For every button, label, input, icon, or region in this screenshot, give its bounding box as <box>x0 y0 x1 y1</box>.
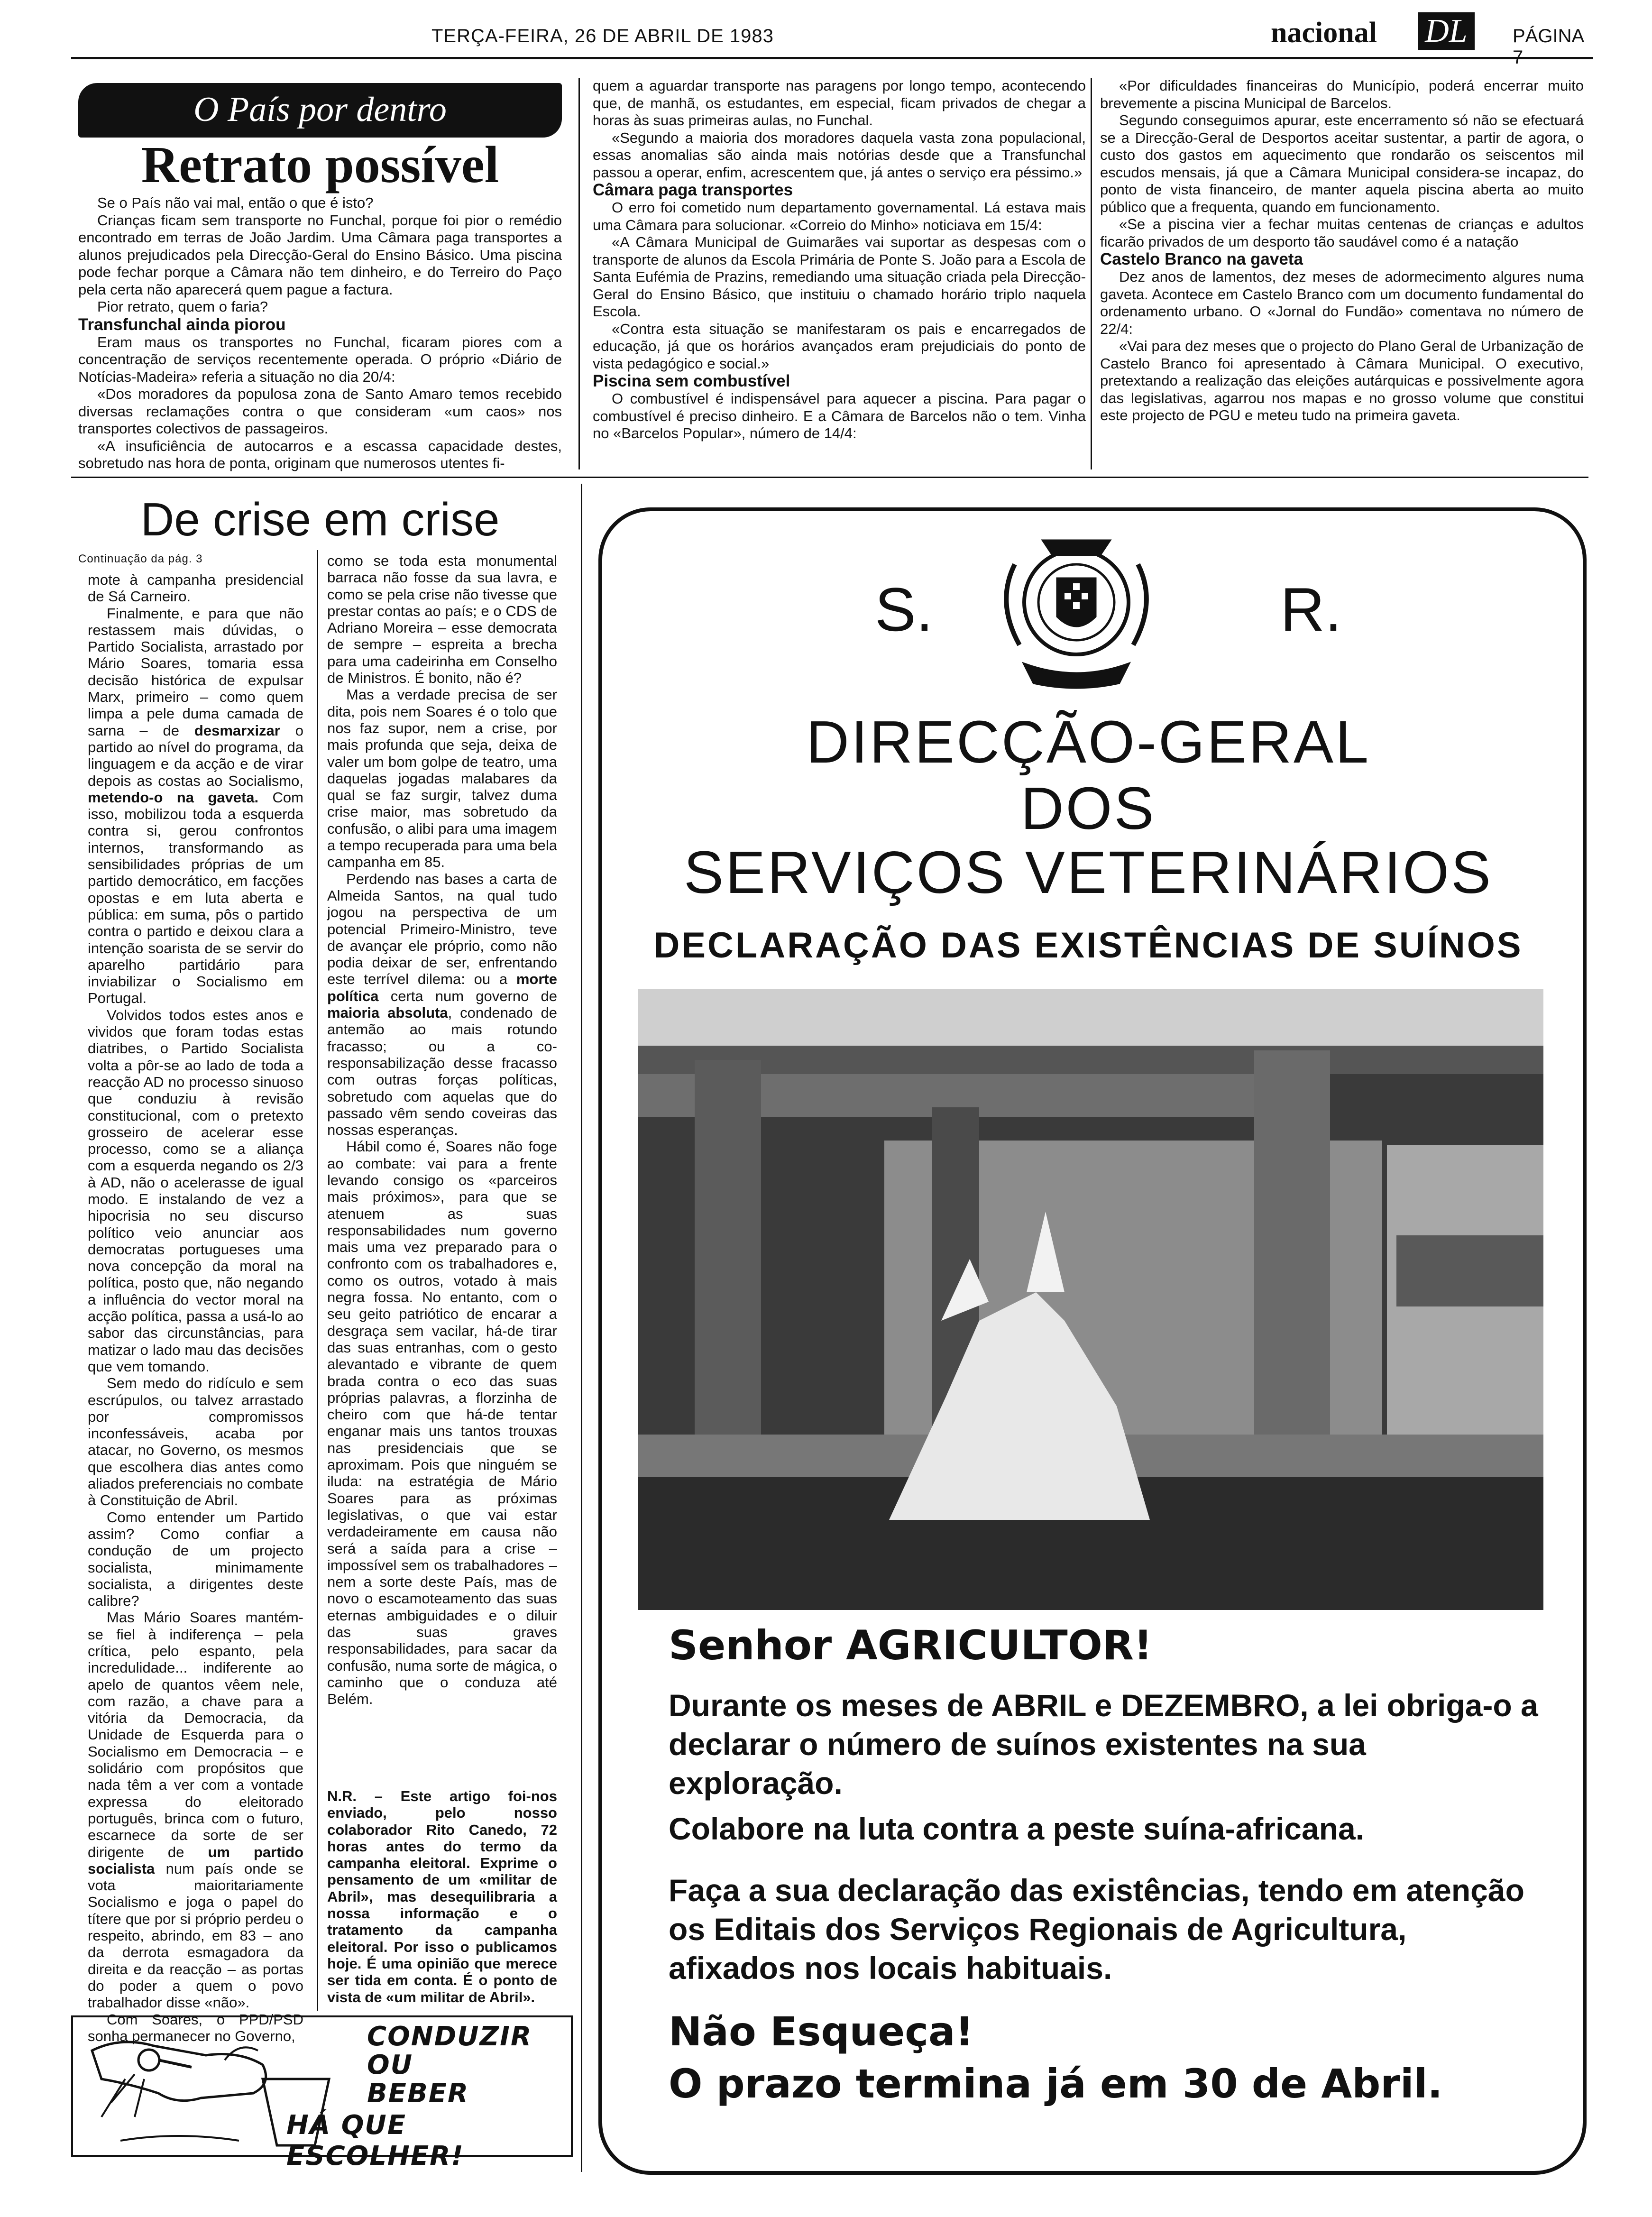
paragraph: «A Câmara Municipal de Guimarães vai suportar as despesas com o transporte de alunos da Escola Primária de Ponte S. João para a Escola de Santa Eufémia de Prazins, remediando uma situação criada pela Direcção-Geral do Ensino Básico, que instituiu o chamado horário triplo naquela Escola. <box>593 234 1086 320</box>
article-title: De crise em crise <box>140 493 500 545</box>
article-column-1 <box>88 571 303 2044</box>
column-banner-text: O País por dentro <box>193 90 447 129</box>
section-name: nacional <box>1271 17 1377 49</box>
paragraph: quem a aguardar transporte nas paragens por longo tempo, acontecendo que, de manhã, os estudantes, em especial, ficam privados de chegar a horas às suas primeiras aulas, no Funchal. <box>593 77 1086 129</box>
column-divider <box>581 484 582 2172</box>
paragraph: «Dos moradores da populosa zona de Santo Amaro temos recebido diversas reclamações contra o que consideram «um caos» nos transportes colectivos de passageiros. <box>78 386 562 437</box>
subheading: Câmara paga transportes <box>593 181 793 199</box>
ad-org-line-2: DOS <box>1020 775 1156 842</box>
section-divider <box>71 477 1588 478</box>
article-column-2 <box>593 77 1086 442</box>
paragraph: «Segundo a maioria dos moradores daquela vasta zona populacional, essas anomalias são ainda mais notórias desde que a Transfunchal passou a operar, enfim, acrescentem que, já antes o serviço era péssimo.» <box>593 129 1086 181</box>
paragraph: «Por dificuldades financeiras do Município, poderá encerrar muito brevemente a piscina Municipal de Barcelos. <box>1100 77 1584 111</box>
paragraph: Perdendo nas bases a carta de Almeida Santos, na qual tudo jogou na perspectiva de um potencial Primeiro-Ministro, teve de avançar ele próprio, como não podia deixar de ser, enfrentando este terrível dilema: ou a morte política certa num governo de maioria absoluta, condenado de antemão ao mais rotundo fracasso; ou a co-responsabilização desse fracasso com outras forças políticas, sobretudo com aquelas que do passado vêm sendo coveiras das nossas esperanças. <box>327 870 557 1139</box>
page-header <box>71 13 1593 68</box>
issue-date: TERÇA-FEIRA, 26 DE ABRIL DE 1983 <box>431 26 774 46</box>
paragraph: Mas a verdade precisa de ser dita, pois nem Soares é o tolo que nos faz supor, nem a crise, por mais profunda que seja, deixa de valer um bom golpe de teatro, uma daquelas jogadas malabares da qual se faz surgir, talvez duma crise maior, mas sobretudo da confusão, o alibi para uma imagem a tempo recuperada para uma bela campanha em 85. <box>327 686 557 871</box>
paragraph: Eram maus os transportes no Funchal, ficaram piores com a concentração de serviços recentemente operada. O próprio «Diário de Notícias-Madeira» referia a situação no dia 20/4: <box>78 333 562 385</box>
ad-body-2: Colabore na luta contra a peste suína-africana. <box>669 1811 1365 1846</box>
coat-of-arms-icon <box>986 522 1166 692</box>
paragraph: O combustível é indispensável para aquecer a piscina. Para pagar o combustível é preciso dinheiro. E a Câmara de Barcelos não o tem. Vinha no «Barcelos Popular», número de 14/4: <box>593 390 1086 442</box>
paragraph: Mas Mário Soares mantém-se fiel à indiferença – pela crítica, pelo espanto, pela incredulidade... indiferente ao apelo de quantos vêem nele, com razão, a chave para a vitória da Democracia, da Unidade de Esquerda para o Socialismo em Democracia – e solidário com propósitos que nada têm a ver com a vontade expressa do eleitorado português, brinca com o futuro, escarnece da sorte de ser dirigente de um partido socialista num país onde se vota maioritariamente Socialismo e joga o papel do títere que por si próprio perdeu o respeito, abrindo, em 83 – ano da derrota esmagadora da direita e da reacção – as portas do poder a quem o povo trabalhador disse «não». <box>88 1609 304 2011</box>
ad-closing-1: Não Esqueça! <box>669 2008 974 2055</box>
paragraph: Se o País não vai mal, então o que é isto? <box>97 194 374 211</box>
column-divider <box>1091 78 1092 469</box>
campaign-box <box>71 2015 573 2171</box>
page-number: PÁGINA 7 <box>1513 26 1583 68</box>
article-column-1 <box>78 194 562 472</box>
ad-letter-s: S. <box>875 575 933 644</box>
editor-note: N.R. – Este artigo foi-nos enviado, pelo nosso colaborador Rito Canedo, 72 horas antes do termo da campanha eleitoral. Exprime o pensamento de um «militar de Abril», mas desequilibraria a nossa informação e o tratamento da campanha eleitoral. Por isso o publicamos hoje. É uma opinião que merece ser tida em conta. É o ponto de vista de «um militar de Abril». <box>327 1788 557 2005</box>
campaign-line-4: HÁ QUE ESCOLHER! <box>286 2110 464 2171</box>
paragraph: mote à campanha presidencial de Sá Carneiro. <box>88 571 303 605</box>
paragraph: Dez anos de lamentos, dez meses de adormecimento algures numa gaveta. Acontece em Castelo Branco com um documento fundamental do ordenamento urbano. O «Jornal do Fundão» comentava no número de 22/4: <box>1100 268 1584 337</box>
ad-closing-2: O prazo termina já em 30 de Abril. <box>669 2061 1443 2107</box>
paragraph: Segundo conseguimos apurar, este encerramento só não se efectuará se a Direcção-Geral de Desportos aceitar sustentar, a partir de agora, o custo dos gastos em aquecimento que rondarão os seiscentos mil escudos mensais, já que a Câmara Municipal considera-se incapaz, do ponto de vista financeiro, de manter aquela piscina aberta ao muito público que a frequenta, quando em funcionamento. <box>1100 112 1584 215</box>
column-banner <box>78 83 562 138</box>
continuation-note: Continuação da pág. 3 <box>78 552 203 565</box>
paragraph: «A insuficiência de autocarros e a escassa capacidade destes, sobretudo nas hora de ponta, originam que numerosos utentes fi- <box>78 437 562 471</box>
ad-org-line-1: DIRECÇÃO-GERAL <box>806 708 1371 775</box>
ad-org-line-3: SERVIÇOS VETERINÁRIOS <box>683 839 1493 906</box>
ad-subtitle: DECLARAÇÃO DAS EXISTÊNCIAS DE SUÍNOS <box>653 925 1523 966</box>
paragraph: como se toda esta monumental barraca não fosse da sua lavra, e como se pela crise não tivesse que prestar contas ao país; e o CDS de Adriano Moreira – esse democrata de sempre – espreita a brecha para uma cadeirinha em Conselho de Ministros. É bonito, não é? <box>327 552 557 687</box>
subheading: Piscina sem combustível <box>593 372 790 390</box>
paragraph: Volvidos todos estes anos e vividos que foram todas estas diatribes, o Partido Socialista volta a pôr-se ao lado de toda a reacção AD no processo sinuoso que conduziu à revisão constitucional, com o pretexto grosseiro de acelerar esse processo, como se a aliança com a esquerda negando os 2/3 à AD, não o acelerasse de igual modo. E instalando de vez a hipocrisia no seu discurso político veio anunciar aos democratas portugueses uma nova concepção da moral na política, posto que, não negando a influência do vector moral na acção política, passa a usá-lo ao sabor das circunstâncias, para matizar o lado mau das decisões que vem tomando. <box>88 1006 303 1375</box>
pig-photo <box>638 989 1543 1610</box>
article-title: Retrato possível <box>141 136 499 193</box>
subheading: Castelo Branco na gaveta <box>1100 250 1303 268</box>
ad-letter-r: R. <box>1280 575 1342 644</box>
paragraph: «Vai para dez meses que o projecto do Plano Geral de Urbanização de Castelo Branco foi apresentado à Câmara Municipal. O executivo, pretextando a realização das eleições autárquicas e possivelmente agora das legislativas, agarrou nos mapas e no grosso volume que constitui este projecto de PGU e meteu tudo na primeira gaveta. <box>1100 338 1584 423</box>
paragraph: Sem medo do ridículo e sem escrúpulos, ou talvez arrastado por compromissos inconfessáveis, acaba por atacar, no Governo, os mesmos que escolhera dias antes como aliados preferenciais no combate à Constituição de Abril. <box>88 1375 303 1509</box>
paragraph: «Contra esta situação se manifestaram os pais e encarregados de educação, já que os horários avançados eram prejudiciais do ponto de vista pedagógico e social.» <box>593 320 1086 372</box>
column-divider <box>317 550 318 2011</box>
paragraph: «Se a piscina vier a fechar muitas centenas de crianças e adultos ficarão privados de um desporto tão saudável como é a natação <box>1100 216 1584 250</box>
paragraph: Hábil como é, Soares não foge ao combate: vai para a frente levando consigo os «parceiros mais próximos», para que se atenuem as suas responsabilidades num governo mais uma vez preparado para o confronto com os trabalhadores e, como os outros, votado à mais negra fossa. No entanto, com o seu geito patriótico de encarar a desgraça sem vacilar, há-de tirar das suas entranhas, com o gesto alevantado e vibrante de quem brada contra o eco das suas próprias palavras, a florzinha de cheiro com que há-de tentar enganar mais uns tantos trouxas nas presidenciais que se aproximam. Pois que ninguém se iluda: na estratégia de Mário Soares para as próximas legislativas, o que vai estar verdadeiramente em causa não será a saída para a crise – impossível sem os trabalhadores – nem a sorte deste País, mas de novo o escamoteamento das suas eternas ambiguidades e o diluir das suas graves responsabilidades, para sacar da confusão, numa sorte de mágica, o caminho que o conduza até Belém. <box>327 1138 557 1708</box>
campaign-line-3: BEBER <box>367 2078 469 2109</box>
subheading: Transfunchal ainda piorou <box>78 315 286 334</box>
paragraph: Finalmente, e para que não restassem mais dúvidas, o Partido Socialista, arrastado por Mário Soares, tomaria essa decisão histórica de expulsar Marx, primeiro – como quem limpa a pele duma camada de sarna – de desmarxizar o partido ao nível do programa, da linguagem e da acção e de virar depois as costas ao Socialismo, metendo-o na gaveta. Com isso, mobilizou toda a esquerda contra si, gerou confrontos internos, transformando as sensibilidades próprias de um partido democrático, em facções opostas e em luta aberta e pública: em suma, pôs o partido contra o partido e deixou clara a intenção soarista de se servir do aparelho partidário para inviabilizar o Socialismo em Portugal. <box>88 605 303 1007</box>
paragraph: Crianças ficam sem transporte no Funchal, porque foi pior o remédio encontrado em terras de João Jardim. Uma Câmara paga transportes a alunos prejudicados pela Direcção-Geral do Ensino Básico. Uma piscina pode fechar porque a Câmara não tem dinheiro, e do Terreiro do Paço pela certa não aparecerá quem pague a factura. <box>78 212 562 298</box>
ad-body-1: Durante os meses de ABRIL e DEZEMBRO, a lei obriga-o a declarar o número de suínos existentes na sua exploração. <box>669 1688 1538 1801</box>
column-divider <box>578 78 580 469</box>
article-column-2 <box>327 552 557 1707</box>
newspaper-logo: DL <box>1418 12 1475 50</box>
article-column-3 <box>1100 77 1584 424</box>
campaign-line-1: CONDUZIR <box>367 2021 532 2052</box>
paragraph: O erro foi cometido num departamento governamental. Lá estava mais uma Câmara para solucionar. «Correio do Minho» noticiava em 15/4: <box>593 199 1086 233</box>
paragraph: Pior retrato, quem o faria? <box>97 298 268 315</box>
campaign-line-2: OU <box>367 2050 413 2080</box>
ad-headline: Senhor AGRICULTOR! <box>669 1622 1153 1669</box>
pig-in-pen-image <box>638 989 1543 1610</box>
paragraph: Como entender um Partido assim? Como confiar a condução de um projecto socialista, minimamente socialista, a dirigentes deste calibre? <box>88 1509 303 1610</box>
ad-body-3: Faça a sua declaração das existências, tendo em atenção os Editais dos Serviços Regionais de Agricultura, afixados nos locais habituais. <box>669 1873 1524 1986</box>
paragraph: Com Soares, o PPD/PSD sonha permanecer no Governo, <box>88 2011 303 2044</box>
